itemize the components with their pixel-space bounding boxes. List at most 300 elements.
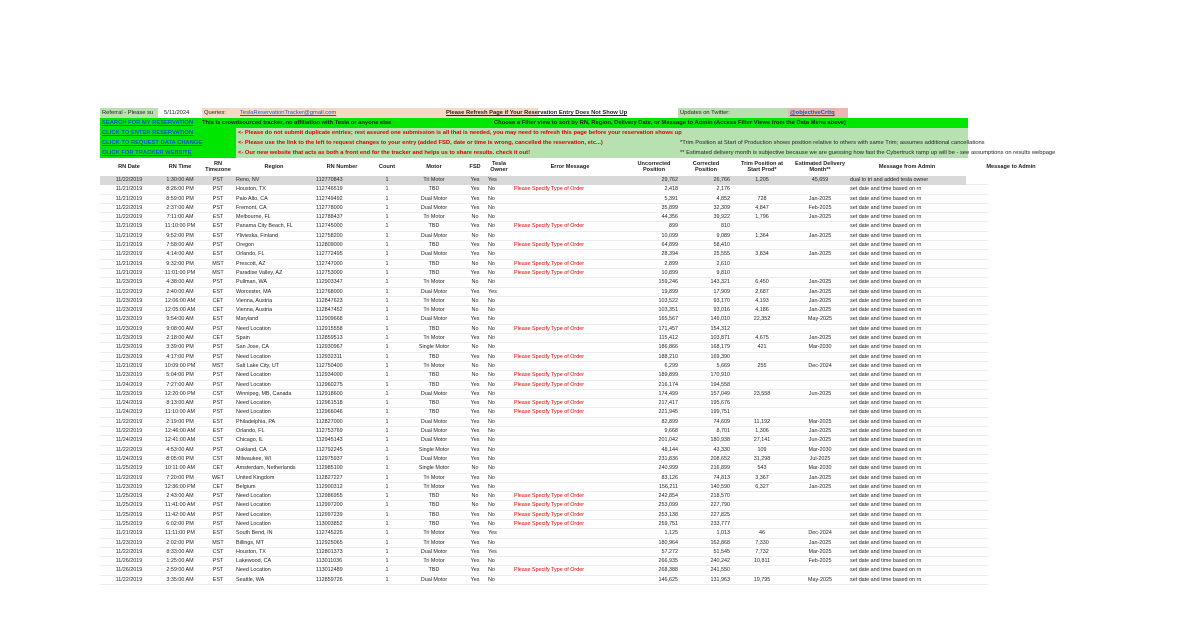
cell-delivery-month[interactable]	[792, 260, 848, 269]
cell-rn-time[interactable]: 12:06:00 AM	[164, 297, 196, 304]
cell-error-message[interactable]: Please Specify Type of Order	[514, 242, 585, 249]
table-row[interactable]	[100, 446, 988, 455]
cell-message-from-admin[interactable]: set date and time based on rn	[850, 418, 922, 425]
cell-count[interactable]: 1	[385, 446, 389, 453]
cell-trim-position[interactable]	[732, 492, 792, 501]
cell-rn-time[interactable]: 2:43:00 AM	[166, 493, 194, 500]
cell-delivery-month[interactable]	[792, 511, 848, 520]
cell-motor[interactable]: TBD	[428, 353, 440, 360]
table-row[interactable]	[100, 418, 988, 427]
cell-fsd[interactable]: Yes	[470, 428, 480, 435]
cell-rn-date[interactable]: 11/22/2019	[115, 418, 143, 425]
cell-corrected-position[interactable]: 208,652	[710, 455, 730, 462]
cell-message-from-admin[interactable]: set date and time based on rn	[850, 502, 922, 509]
cell-rn-date[interactable]: 11/22/2019	[115, 576, 143, 583]
cell-region[interactable]: Need Location	[236, 511, 271, 518]
cell-rn-number[interactable]: 112827000	[316, 418, 343, 425]
cell-corrected-position[interactable]: 216,899	[710, 465, 730, 472]
cell-region[interactable]: Need Location	[236, 520, 271, 527]
cell-fsd[interactable]: No	[471, 279, 479, 286]
cell-message-to-admin[interactable]	[966, 539, 1056, 548]
cell-uncorrected-position[interactable]: 146,625	[658, 576, 678, 583]
cell-rn-timezone[interactable]: MST	[212, 260, 224, 267]
cell-trim-position[interactable]	[732, 241, 792, 250]
cell-delivery-month[interactable]: Jan-2025	[808, 474, 832, 481]
cell-fsd[interactable]: Yes	[470, 242, 480, 249]
cell-trim-position[interactable]	[732, 260, 792, 269]
cell-rn-timezone[interactable]: MST	[212, 539, 224, 546]
cell-message-to-admin[interactable]	[966, 195, 1056, 204]
cell-trim-position[interactable]: 23,558	[753, 390, 771, 397]
cell-tesla-owner[interactable]: No	[488, 446, 495, 453]
table-row[interactable]	[100, 539, 988, 548]
cell-rn-date[interactable]: 11/25/2019	[115, 493, 143, 500]
cell-count[interactable]: 1	[385, 493, 389, 500]
cell-rn-number[interactable]: 112749492	[316, 195, 343, 202]
cell-error-message[interactable]	[512, 446, 628, 455]
cell-message-to-admin[interactable]	[966, 306, 1056, 315]
cell-trim-position[interactable]: 3,834	[755, 251, 769, 258]
cell-fsd[interactable]: Yes	[470, 316, 480, 323]
cell-message-from-admin[interactable]: set date and time based on rn	[850, 214, 922, 221]
cell-uncorrected-position[interactable]: 242,854	[658, 493, 678, 500]
cell-uncorrected-position[interactable]: 10,899	[661, 269, 678, 276]
cell-rn-timezone[interactable]: CET	[212, 465, 224, 472]
cell-rn-date[interactable]: 11/22/2019	[115, 548, 143, 555]
cell-fsd[interactable]: No	[471, 362, 479, 369]
cell-count[interactable]: 1	[385, 335, 389, 342]
cell-corrected-position[interactable]: 180,938	[710, 437, 730, 444]
cell-tesla-owner[interactable]: Yes	[488, 288, 497, 295]
cell-delivery-month[interactable]: Mar-2025	[808, 548, 832, 555]
cell-message-from-admin[interactable]: set date and time based on rn	[850, 279, 922, 286]
cell-fsd[interactable]: No	[471, 214, 479, 221]
cell-fsd[interactable]: Yes	[470, 446, 480, 453]
cell-rn-number[interactable]: 112932311	[316, 353, 343, 360]
table-row[interactable]	[100, 343, 988, 352]
cell-trim-position[interactable]: 31,298	[753, 455, 771, 462]
cell-region[interactable]: Need Location	[236, 353, 271, 360]
cell-rn-time[interactable]: 6:02:00 PM	[166, 520, 194, 527]
cell-message-from-admin[interactable]: set date and time based on rn	[850, 428, 922, 435]
cell-delivery-month[interactable]	[792, 325, 848, 334]
cell-region[interactable]: Panama City Beach, FL	[236, 223, 293, 230]
cell-rn-number[interactable]: 112753000	[316, 269, 343, 276]
cell-rn-timezone[interactable]: PST	[212, 372, 224, 379]
cell-trim-position[interactable]: 4,847	[755, 204, 769, 211]
cell-corrected-position[interactable]: 810	[721, 223, 730, 230]
cell-tesla-owner[interactable]: No	[488, 316, 495, 323]
cell-tesla-owner[interactable]: Yes	[488, 530, 497, 537]
cell-corrected-position[interactable]: 218,570	[710, 493, 730, 500]
table-row[interactable]	[100, 557, 988, 566]
cell-message-from-admin[interactable]: set date and time based on rn	[850, 195, 922, 202]
cell-motor[interactable]: Tri Motor	[423, 214, 445, 221]
table-row[interactable]	[100, 260, 988, 269]
cell-rn-number[interactable]: 112900312	[316, 483, 343, 490]
cell-uncorrected-position[interactable]: 899	[669, 223, 678, 230]
cell-count[interactable]: 1	[385, 297, 389, 304]
cell-rn-number[interactable]: 112859726	[316, 576, 343, 583]
cell-rn-number[interactable]: 112925065	[316, 539, 343, 546]
cell-count[interactable]: 1	[385, 279, 389, 286]
cell-tesla-owner[interactable]: No	[488, 297, 495, 304]
cell-rn-time[interactable]: 12:41:00 AM	[164, 437, 196, 444]
cell-rn-timezone[interactable]: PST	[212, 493, 224, 500]
cell-uncorrected-position[interactable]: 240,999	[658, 465, 678, 472]
cell-rn-number[interactable]: 112747000	[316, 260, 343, 267]
cell-count[interactable]: 1	[385, 269, 389, 276]
cell-tesla-owner[interactable]: No	[488, 353, 495, 360]
cell-count[interactable]: 1	[385, 455, 389, 462]
cell-rn-time[interactable]: 8:59:00 PM	[166, 195, 194, 202]
cell-motor[interactable]: Dual Motor	[420, 418, 448, 425]
cell-uncorrected-position[interactable]: 156,211	[658, 483, 678, 490]
cell-corrected-position[interactable]: 93,016	[713, 307, 730, 314]
cell-error-message[interactable]	[512, 455, 628, 464]
cell-motor[interactable]: Dual Motor	[420, 251, 448, 258]
cell-tesla-owner[interactable]: No	[488, 539, 495, 546]
cell-corrected-position[interactable]: 26,766	[680, 176, 732, 185]
cell-count[interactable]: 1	[385, 530, 389, 537]
cell-rn-date[interactable]: 11/23/2019	[115, 344, 143, 351]
cell-fsd[interactable]: No	[471, 307, 479, 314]
cell-motor[interactable]: Single Motor	[418, 344, 450, 351]
cell-tesla-owner[interactable]: No	[488, 558, 495, 565]
cell-count[interactable]: 1	[385, 418, 389, 425]
cell-count[interactable]: 1	[385, 260, 389, 267]
cell-motor[interactable]: Tri Motor	[423, 558, 445, 565]
cell-corrected-position[interactable]: 39,922	[713, 214, 730, 221]
cell-fsd[interactable]: No	[471, 344, 479, 351]
cell-tesla-owner[interactable]: No	[488, 400, 495, 407]
cell-uncorrected-position[interactable]: 217,417	[658, 400, 678, 407]
cell-delivery-month[interactable]: Mar-2030	[808, 465, 832, 472]
cell-fsd[interactable]: No	[471, 260, 479, 267]
table-row[interactable]	[100, 278, 988, 287]
cell-trim-position[interactable]	[732, 325, 792, 334]
table-row[interactable]	[100, 576, 988, 585]
table-row[interactable]	[100, 325, 988, 334]
cell-message-from-admin[interactable]: set date and time based on rn	[850, 307, 922, 314]
cell-motor[interactable]: TBD	[428, 381, 440, 388]
table-row[interactable]	[100, 520, 988, 529]
cell-tesla-owner[interactable]: No	[488, 362, 495, 369]
cell-motor[interactable]: Tri Motor	[404, 176, 464, 185]
cell-motor[interactable]: TBD	[428, 511, 440, 518]
cell-corrected-position[interactable]: 241,550	[710, 567, 730, 574]
cell-error-message[interactable]	[512, 250, 628, 259]
cell-rn-time[interactable]: 12:46:00 AM	[164, 428, 196, 435]
cell-rn-timezone[interactable]: EST	[212, 576, 224, 583]
cell-rn-time[interactable]: 11:10:00 PM	[164, 223, 196, 230]
cell-rn-time[interactable]: 1:30:00 AM	[158, 176, 202, 185]
cell-rn-number[interactable]: 112778000	[316, 204, 343, 211]
cell-rn-date[interactable]: 11/21/2019	[115, 362, 143, 369]
cell-corrected-position[interactable]: 9,810	[716, 269, 730, 276]
cell-region[interactable]: Need Location	[236, 372, 271, 379]
cell-region[interactable]: Oakland, CA	[236, 446, 267, 453]
cell-fsd[interactable]: Yes	[470, 437, 480, 444]
cell-corrected-position[interactable]: 195,676	[710, 400, 730, 407]
table-row[interactable]	[100, 371, 988, 380]
cell-rn-timezone[interactable]: EST	[212, 214, 224, 221]
cell-delivery-month[interactable]: Feb-2025	[808, 558, 832, 565]
cell-rn-date[interactable]: 11/23/2019	[115, 279, 143, 286]
cell-count[interactable]: 1	[385, 576, 389, 583]
cell-trim-position[interactable]	[732, 408, 792, 417]
cell-rn-date[interactable]: 11/24/2019	[115, 437, 143, 444]
cell-uncorrected-position[interactable]: 64,899	[661, 242, 678, 249]
cell-corrected-position[interactable]: 131,963	[710, 576, 730, 583]
cell-region[interactable]: Amsterdam, Netherlands	[236, 465, 296, 472]
cell-message-from-admin[interactable]: set date and time based on rn	[850, 353, 922, 360]
table-row[interactable]	[100, 390, 988, 399]
cell-message-to-admin[interactable]	[966, 566, 1056, 575]
cell-rn-date[interactable]: 11/21/2019	[115, 530, 143, 537]
cell-fsd[interactable]: Yes	[470, 576, 480, 583]
cell-message-from-admin[interactable]: set date and time based on rn	[850, 288, 922, 295]
cell-fsd[interactable]: Yes	[470, 567, 480, 574]
cell-rn-number[interactable]: 112770843	[314, 176, 370, 185]
cell-motor[interactable]: Dual Motor	[420, 195, 448, 202]
cell-message-from-admin[interactable]: set date and time based on rn	[850, 335, 922, 342]
cell-rn-timezone[interactable]: WET	[212, 474, 224, 481]
cell-region[interactable]: Maryland	[236, 316, 259, 323]
cell-message-from-admin[interactable]: set date and time based on rn	[850, 232, 922, 239]
cell-uncorrected-position[interactable]: 6,299	[664, 362, 678, 369]
cell-tesla-owner[interactable]: No	[488, 223, 495, 230]
cell-corrected-position[interactable]: 199,751	[710, 409, 730, 416]
cell-trim-position[interactable]	[732, 269, 792, 278]
cell-rn-number[interactable]: 112753769	[316, 428, 343, 435]
cell-fsd[interactable]: Yes	[470, 223, 480, 230]
cell-rn-timezone[interactable]: PST	[212, 502, 224, 509]
cell-corrected-position[interactable]: 5,669	[716, 362, 730, 369]
cell-tesla-owner[interactable]: No	[488, 455, 495, 462]
cell-error-message[interactable]	[512, 195, 628, 204]
cell-tesla-owner[interactable]: No	[488, 335, 495, 342]
cell-region[interactable]: Seattle, WA	[236, 576, 265, 583]
cell-rn-number[interactable]: 112847452	[316, 307, 343, 314]
cell-delivery-month[interactable]: 45,659	[792, 176, 848, 185]
cell-rn-timezone[interactable]: PST	[212, 242, 224, 249]
cell-message-to-admin[interactable]	[966, 325, 1056, 334]
cell-message-to-admin[interactable]	[966, 222, 1056, 231]
cell-trim-position[interactable]: 22,352	[753, 316, 771, 323]
table-row[interactable]	[100, 185, 988, 194]
cell-rn-number[interactable]: 112792245	[316, 446, 343, 453]
cell-tesla-owner[interactable]: Yes	[488, 548, 497, 555]
cell-message-from-admin[interactable]: set date and time based on rn	[850, 297, 922, 304]
cell-delivery-month[interactable]	[792, 501, 848, 510]
cell-delivery-month[interactable]: May-2025	[808, 576, 832, 583]
cell-count[interactable]: 1	[385, 437, 389, 444]
cell-rn-date[interactable]: 11/22/2019	[115, 214, 143, 221]
cell-rn-time[interactable]: 2:19:00 PM	[166, 418, 194, 425]
cell-tesla-owner[interactable]: No	[488, 502, 495, 509]
cell-count[interactable]: 1	[385, 232, 389, 239]
cell-trim-position[interactable]: 6,450	[755, 279, 769, 286]
cell-delivery-month[interactable]: Jan-2025	[808, 251, 832, 258]
cell-error-message[interactable]	[512, 390, 628, 399]
cell-region[interactable]: South Bend, IN	[236, 530, 273, 537]
cell-delivery-month[interactable]: Jun-2025	[808, 437, 832, 444]
cell-corrected-position[interactable]: 51,545	[713, 548, 730, 555]
cell-rn-date[interactable]: 11/21/2019	[115, 232, 143, 239]
cell-corrected-position[interactable]: 169,390	[710, 353, 730, 360]
header-rn-number[interactable]: RN Number	[326, 163, 358, 170]
cell-message-from-admin[interactable]: set date and time based on rn	[850, 251, 922, 258]
cell-error-message[interactable]	[512, 557, 628, 566]
cell-region[interactable]: Need Location	[236, 409, 271, 416]
cell-fsd[interactable]: Yes	[470, 335, 480, 342]
cell-tesla-owner[interactable]: No	[488, 381, 495, 388]
header-count[interactable]: Count	[378, 163, 396, 170]
cell-rn-time[interactable]: 12:20:00 PM	[164, 390, 196, 397]
cell-fsd[interactable]: Yes	[470, 520, 480, 527]
cell-count[interactable]: 1	[385, 474, 389, 481]
cell-fsd[interactable]: No	[471, 502, 479, 509]
cell-trim-position[interactable]	[732, 222, 792, 231]
cell-message-to-admin[interactable]	[966, 399, 1056, 408]
cell-motor[interactable]: TBD	[428, 502, 440, 509]
cell-motor[interactable]: TBD	[428, 260, 440, 267]
cell-delivery-month[interactable]	[792, 353, 848, 362]
cell-message-from-admin[interactable]: set date and time based on rn	[850, 223, 922, 230]
cell-count[interactable]: 1	[385, 307, 389, 314]
cell-message-to-admin[interactable]	[966, 343, 1056, 352]
cell-rn-time[interactable]: 3:35:00 AM	[166, 576, 194, 583]
cell-message-from-admin[interactable]: set date and time based on rn	[850, 455, 922, 462]
cell-rn-time[interactable]: 2:37:00 AM	[166, 204, 194, 211]
cell-message-to-admin[interactable]	[966, 464, 1056, 473]
cell-message-from-admin[interactable]: set date and time based on rn	[850, 567, 922, 574]
cell-rn-time[interactable]: 7:27:00 AM	[166, 381, 194, 388]
cell-message-to-admin[interactable]	[966, 446, 1056, 455]
cell-trim-position[interactable]: 543	[757, 465, 767, 472]
cell-rn-date[interactable]: 11/21/2019	[115, 269, 143, 276]
cell-message-from-admin[interactable]: set date and time based on rn	[850, 520, 922, 527]
cell-rn-date[interactable]: 11/22/2019	[115, 288, 143, 295]
table-row[interactable]	[100, 529, 988, 538]
cell-delivery-month[interactable]	[792, 399, 848, 408]
table-row[interactable]	[100, 455, 988, 464]
cell-rn-time[interactable]: 10:11:00 AM	[165, 465, 195, 472]
cell-message-from-admin[interactable]: set date and time based on rn	[850, 558, 922, 565]
cell-message-to-admin[interactable]	[966, 334, 1056, 343]
cell-error-message[interactable]	[512, 306, 628, 315]
cell-rn-number[interactable]: 112827227	[316, 474, 343, 481]
cell-delivery-month[interactable]: Dec-2024	[808, 530, 832, 537]
cell-tesla-owner[interactable]: No	[488, 242, 495, 249]
header-uncorrected-position[interactable]: Uncorrected Position	[637, 160, 671, 173]
cell-rn-date[interactable]: 11/23/2019	[115, 335, 143, 342]
cell-rn-timezone[interactable]: MST	[212, 269, 224, 276]
cell-rn-number[interactable]: 112746519	[316, 186, 343, 193]
cell-rn-time[interactable]: 9:54:00 AM	[166, 316, 194, 323]
cell-rn-timezone[interactable]: CST	[212, 548, 224, 555]
cell-message-to-admin[interactable]	[966, 483, 1056, 492]
cell-delivery-month[interactable]	[792, 371, 848, 380]
cell-rn-time[interactable]: 2:02:00 PM	[166, 539, 194, 546]
cell-tesla-owner[interactable]: No	[488, 567, 495, 574]
cell-motor[interactable]: TBD	[428, 567, 440, 574]
cell-region[interactable]: Belgium	[236, 483, 256, 490]
cell-rn-number[interactable]: 112997239	[316, 511, 343, 518]
cell-uncorrected-position[interactable]: 259,751	[658, 520, 678, 527]
cell-message-from-admin[interactable]: set date and time based on rn	[850, 204, 922, 211]
cell-count[interactable]: 1	[385, 465, 389, 472]
cell-rn-number[interactable]: 112985100	[316, 465, 343, 472]
cell-rn-number[interactable]: 112772495	[316, 251, 343, 258]
cell-rn-date[interactable]: 11/24/2019	[115, 381, 143, 388]
header-region[interactable]: Region	[264, 163, 284, 170]
cell-region[interactable]: Need Location	[236, 502, 271, 509]
cell-uncorrected-position[interactable]: 1,125	[664, 530, 678, 537]
cell-rn-number[interactable]: 112745000	[316, 223, 343, 230]
cell-tesla-owner[interactable]: No	[488, 344, 495, 351]
header-message-from-admin[interactable]: Message from Admin	[878, 163, 936, 170]
cell-message-from-admin[interactable]: set date and time based on rn	[850, 344, 922, 351]
cell-message-to-admin[interactable]	[966, 455, 1056, 464]
cell-rn-time[interactable]: 5:04:00 PM	[166, 372, 194, 379]
cell-corrected-position[interactable]: 227,825	[710, 511, 730, 518]
cell-corrected-position[interactable]: 227,790	[710, 502, 730, 509]
cell-count[interactable]: 1	[385, 567, 389, 574]
cell-error-message[interactable]: Please Specify Type of Order	[514, 502, 585, 509]
cell-region[interactable]: Melbourne, FL	[236, 214, 271, 221]
cell-delivery-month[interactable]	[792, 520, 848, 529]
cell-rn-date[interactable]: 11/22/2019	[100, 176, 158, 185]
cell-rn-number[interactable]: 112768000	[316, 288, 343, 295]
cell-uncorrected-position[interactable]: 253,138	[658, 511, 678, 518]
cell-count[interactable]: 1	[385, 353, 389, 360]
cell-rn-timezone[interactable]: EST	[212, 223, 224, 230]
cell-rn-timezone[interactable]: EST	[212, 232, 224, 239]
table-row[interactable]	[100, 334, 988, 343]
cell-region[interactable]: Palo Alto, CA	[236, 195, 268, 202]
cell-error-message[interactable]	[512, 213, 628, 222]
cell-region[interactable]: Orlando, FL	[236, 251, 265, 258]
cell-count[interactable]: 1	[385, 362, 389, 369]
cell-delivery-month[interactable]: Jan-2025	[808, 335, 832, 342]
cell-fsd[interactable]: Yes	[470, 548, 480, 555]
cell-rn-timezone[interactable]: CET	[212, 297, 224, 304]
cell-rn-date[interactable]: 11/22/2019	[115, 251, 143, 258]
cell-fsd[interactable]: No	[471, 493, 479, 500]
cell-count[interactable]: 1	[385, 186, 389, 193]
cell-count[interactable]: 1	[385, 520, 389, 527]
cell-rn-time[interactable]: 4:53:00 AM	[166, 446, 194, 453]
cell-rn-timezone[interactable]: EST	[212, 530, 224, 537]
cell-region[interactable]: Need Location	[236, 493, 271, 500]
cell-message-from-admin[interactable]: set date and time based on rn	[850, 474, 922, 481]
cell-uncorrected-position[interactable]: 29,762	[628, 176, 680, 185]
cell-region[interactable]: Houston, TX	[236, 186, 266, 193]
cell-uncorrected-position[interactable]: 83,126	[661, 474, 678, 481]
cell-message-to-admin[interactable]	[966, 529, 1056, 538]
cell-trim-position[interactable]: 2,687	[755, 288, 769, 295]
cell-motor[interactable]: Dual Motor	[420, 232, 448, 239]
cell-delivery-month[interactable]: Jan-2025	[808, 288, 832, 295]
twitter-link[interactable]: @objectiveCrttq	[788, 108, 848, 118]
cell-rn-timezone[interactable]: PST	[212, 409, 224, 416]
cell-count[interactable]: 1	[385, 409, 389, 416]
header-fsd[interactable]: FSD	[469, 163, 481, 170]
cell-delivery-month[interactable]	[792, 241, 848, 250]
cell-rn-date[interactable]: 11/22/2019	[115, 428, 143, 435]
